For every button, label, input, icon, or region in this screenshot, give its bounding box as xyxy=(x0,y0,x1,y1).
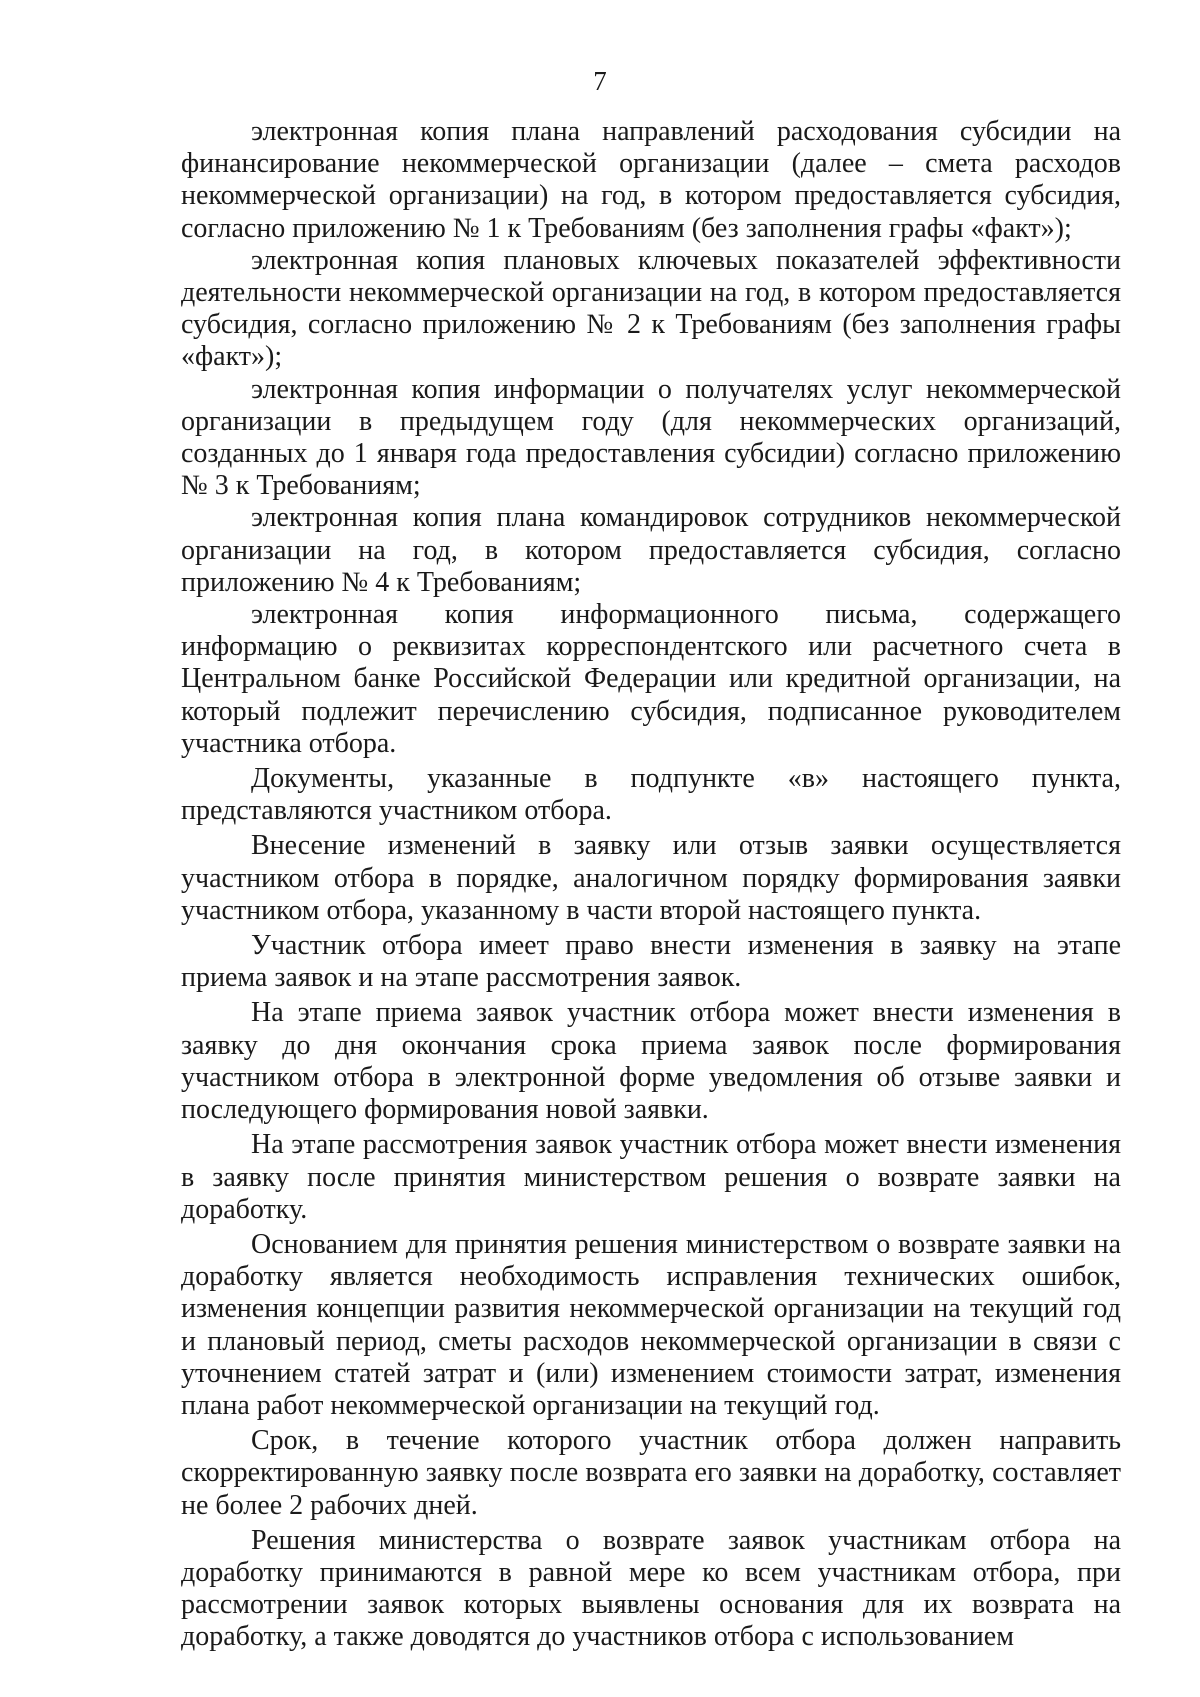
paragraph-resubmission-term: Срок, в течение которого участник отбора должен направить скорректированную заявку после возврата его заявки на доработку, составляет не более 2 рабочих дней. xyxy=(181,1425,1121,1521)
paragraph-service-recipients: электронная копия информации о получателях услуг некоммерческой организации в предыдущем году (для некоммерческих организаций, созданных до 1 января года предоставления субсидии) согласно приложению № 3 к Требованиям; xyxy=(181,373,1121,502)
paragraph-cost-estimate: электронная копия плана направлений расходования субсидии на финансирование некоммерческой организации (далее – смета расходов некоммерческой организации) на год, в котором предоставляется субсидия, согласно приложению № 1 к Требованиям (без заполнения графы «факт»); xyxy=(181,116,1121,244)
paragraph-business-trips: электронная копия плана командировок сотрудников некоммерческой организации на год, в котором предоставляется субсидия, согласно приложению № 4 к Требованиям; xyxy=(181,502,1121,598)
paragraph-return-decisions: Решения министерства о возврате заявок участникам отбора на доработку принимаются в равной мере ко всем участникам отбора, при рассмотрении заявок которых выявлены основания для их возврата на доработку, а также доводятся до участников отбора с использованием xyxy=(181,1524,1121,1653)
paragraph-documents-submission: Документы, указанные в подпункте «в» настоящего пункта, представляются участником отбора. xyxy=(181,763,1121,827)
page-number: 7 xyxy=(593,66,607,96)
paragraph-review-stage: На этапе рассмотрения заявок участник отбора может внести изменения в заявку после принятия министерством решения о возврате заявки на доработку. xyxy=(181,1129,1121,1225)
body-text xyxy=(181,116,1121,1654)
paragraph-application-changes: Внесение изменений в заявку или отзыв заявки осуществляется участником отбора в порядке, аналогичном порядку формирования заявки участником отбора, указанному в части второй настоящего пункта. xyxy=(181,830,1121,926)
paragraph-key-indicators: электронная копия плановых ключевых показателей эффективности деятельности некоммерческой организации на год, в котором предоставляется субсидия, согласно приложению № 2 к Требованиям (без заполнения графы «факт»); xyxy=(181,244,1121,373)
paragraph-acceptance-stage: На этапе приема заявок участник отбора может внести изменения в заявку до дня окончания срока приема заявок после формирования участником отбора в электронной форме уведомления об отзыве заявки и последующего формирования новой заявки. xyxy=(181,997,1121,1126)
paragraph-right-to-change: Участник отбора имеет право внести изменения в заявку на этапе приема заявок и на этапе рассмотрения заявок. xyxy=(181,930,1121,994)
paragraph-bank-details-letter: электронная копия информационного письма, содержащего информацию о реквизитах корреспондентского или расчетного счета в Центральном банке Российской Федерации или кредитной организации, на который подлежит перечислению субсидия, подписанное руководителем участника отбора. xyxy=(181,599,1121,759)
paragraph-return-grounds: Основанием для принятия решения министерством о возврате заявки на доработку является необходимость исправления технических ошибок, изменения концепции развития некоммерческой организации на текущий год и плановый период, сметы расходов некоммерческой организации в связи с уточнением статей затрат и (или) изменением стоимости затрат, изменения плана работ некоммерческой организации на текущий год. xyxy=(181,1228,1121,1421)
